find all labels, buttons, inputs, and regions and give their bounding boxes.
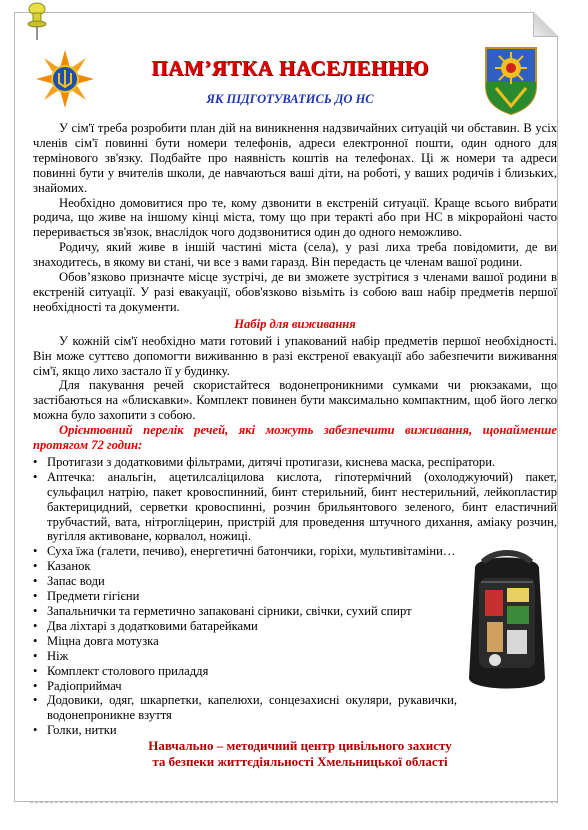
list-item: • Аптечка: анальгін, ацетилсаліцилова кислота, гіпотермічний (охолоджуючий) пакет, сульфацил натрію, пакет кровоспинний, бинт стерильний, бинт нестерильний, лейкопластир бактерицидний, серветки кровоспинні, розчин брильянтового зеленого, бинт еластичний трубчастий, вата, нітрогліцерин, пристрій для проведення штучного дихання, аміаку розчин, вугілля активоване, корвалол, ножиці.	[33, 470, 557, 545]
list-item: • Запальнички та герметично запаковані сірники, свічки, сухий спирт	[33, 604, 557, 619]
list-item: • Казанок	[33, 559, 557, 574]
survival-backpack-illustration	[455, 548, 559, 700]
list-title: Орієнтовний перелік речей, які можуть забезпечити виживання, щонайменше протягом 72 годин:	[33, 423, 557, 453]
list-item: • Два ліхтарі з додатковими батарейками	[33, 619, 557, 634]
intro-paragraph: Обов’язково призначте місце зустрічі, де ви зможете зустрітися з членами вашої родини в екстреній ситуації. У разі евакуації, обов'язково візьміть із собою ваш набір предметів першої необхідності та документи.	[33, 270, 557, 314]
list-item: • Ніж	[33, 649, 557, 664]
section-paragraph: У кожній сім'ї необхідно мати готовий і упакований набір предметів першої необхідності. Він може суттєво допомогти виживанню в разі екстреної евакуації або забезпечити виживання сім'ї, якщо лихо застало її у будинку.	[33, 333, 557, 378]
list-item: • Додовики, одяг, шкарпетки, капелюхи, сонцезахисні окуляри, рукавички, водонепроникне взуття	[33, 693, 557, 723]
list-item: • Суха їжа (галети, печиво), енергетичні батончики, горіхи, мультивітаміни…	[33, 544, 557, 559]
pushpin-icon	[26, 2, 48, 42]
list-item: • Запас води	[33, 574, 557, 589]
list-item: • Голки, нитки	[33, 723, 557, 738]
footer-line: та безпеки життєдіяльності Хмельницької області	[152, 754, 448, 769]
footer-line: Навчально – методичний центр цивільного захисту	[148, 738, 452, 753]
intro-paragraph: У сім'ї треба розробити план дій на виникнення надзвичайних ситуацій чи обставин. В усіх членів сім'ї повинні бути номери телефонів, адреси електронної пошти, один одного для термінового зв'язку. Подбайте про наявність коштів на телефонах. Ці ж номери та адреси повинні бути у вчителів школи, де навчаються ваші діти, на роботі, у ваших родичів і близьких, знайомих.	[33, 121, 557, 195]
list-item: • Протигази з додатковими фільтрами, дитячі протигази, киснева маска, респіратори.	[33, 455, 557, 470]
page-curl-corner	[533, 12, 558, 37]
page-title: ПАМ’ЯТКА НАСЕЛЕННЮ	[151, 56, 429, 80]
section-paragraph: Для пакування речей скористайтеся водонепроникними сумками чи рюкзаками, що застібаються на «блискавки». Комплект повинен бути максимально компактним, щоб його легко можна було захопити з собою.	[33, 378, 557, 423]
bottom-divider	[30, 802, 558, 803]
section-heading: Набір для виживання	[234, 316, 356, 331]
khmelnytskyi-oblast-coat-of-arms-icon	[482, 44, 540, 116]
footer-organization	[90, 738, 510, 770]
intro-paragraph: Необхідно домовитися про те, кому дзвонити в екстреній ситуації. Краще всього вибрати родича, що живе на іншому кінці міста, тому що при теракті або при НС в мікрорайоні часто переривається зв'язок, внаслідок чого додзвонитися один до одного неможливо.	[33, 195, 557, 240]
list-item: • Радіоприймач	[33, 679, 557, 694]
list-item: • Предмети гігієни	[33, 589, 557, 604]
page-subtitle: ЯК ПІДГОТУВАТИСЬ ДО НС	[206, 92, 374, 106]
list-item: • Міцна довга мотузка	[33, 634, 557, 649]
intro-paragraph: Родичу, який живе в іншій частині міста (села), у разі лиха треба повідомити, де ви знаходитесь, в якому ви стані, чи все з вами гаразд. Він передасть це членам вашої родини.	[33, 240, 557, 270]
list-item: • Комплект столового приладдя	[33, 664, 557, 679]
civil-protection-emblem-icon	[34, 48, 96, 110]
